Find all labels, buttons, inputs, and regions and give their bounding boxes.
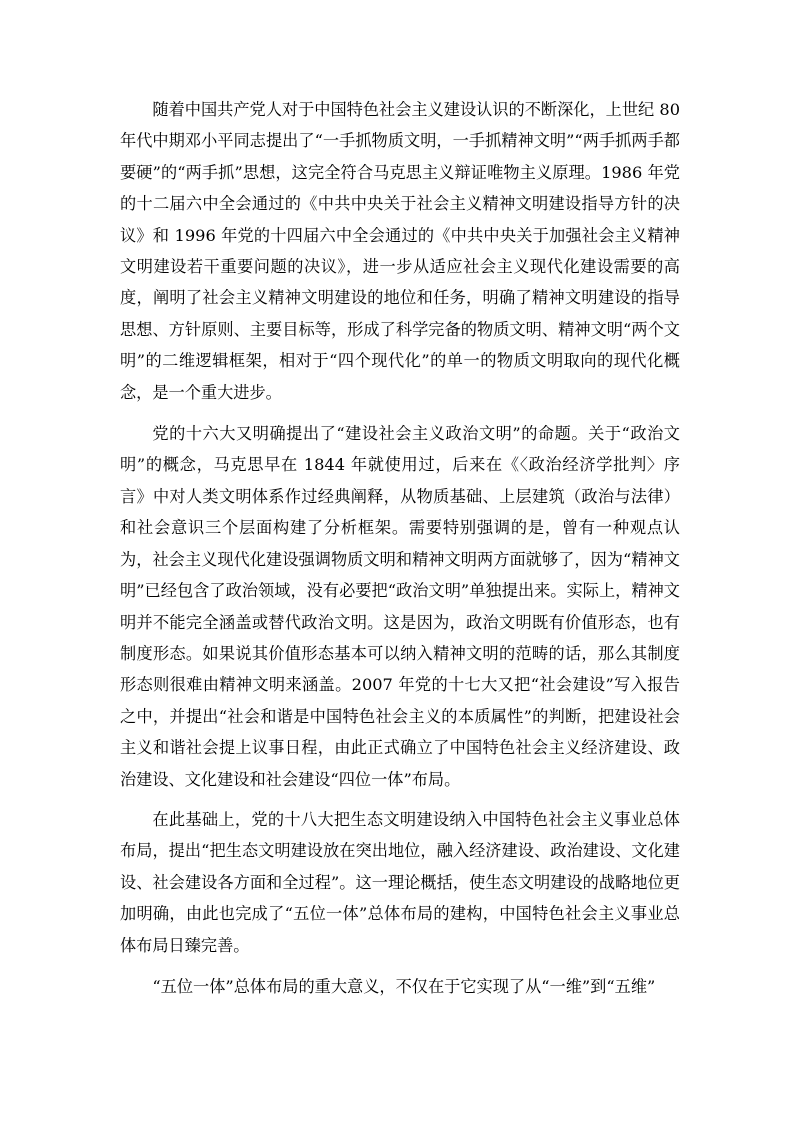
paragraph-two-civilizations: 随着中国共产党人对于中国特色社会主义建设认识的不断深化，上世纪 80 年代中期邓小平同志提出了“一手抓物质文明，一手抓精神文明”“两手抓两手都要硬”的“两手抓”思想，这完全符合马克思主义辩证唯物主义原理。1986 年党的十二届六中全会通过的《中共中央关于社会主义精神文明建设指导方针的决议》和 1996 年党的十四届六中全会通过的《中共中央关于加强社会主义精神文明建设若干重要问题的决议》，进一步从适应社会主义现代化建设需要的高度，阐明了社会主义精神文明建设的地位和任务，明确了精神文明建设的指导思想、方针原则、主要目标等，形成了科学完备的物质文明、精神文明“两个文明”的二维逻辑框架，相对于“四个现代化”的单一的物质文明取向的现代化概念，是一个重大进步。 <box>120 100 680 402</box>
paragraph-ecological-civilization: 在此基础上，党的十八大把生态文明建设纳入中国特色社会主义事业总体布局，提出“把生态文明建设放在突出地位，融入经济建设、政治建设、文化建设、社会建设各方面和全过程”。这一理论概括，使生态文明建设的战略地位更加明确，由此也完成了“五位一体”总体布局的建构，中国特色社会主义事业总体布局日臻完善。 <box>120 809 680 955</box>
paragraph-five-in-one-significance: “五位一体”总体布局的重大意义，不仅在于它实现了从“一维”到“五维” <box>152 976 656 996</box>
paragraph-political-civilization: 党的十六大又明确提出了“建设社会主义政治文明”的命题。关于“政治文明”的概念，马克思早在 1844 年就使用过，后来在《〈政治经济学批判〉序言》中对人类文明体系作过经典阐释，从物质基础、上层建筑（政治与法律）和社会意识三个层面构建了分析框架。需要特别强调的是，曾有一种观点认为，社会主义现代化建设强调物质文明和精神文明两方面就够了，因为“精神文明”已经包含了政治领域，没有必要把“政治文明”单独提出来。实际上，精神文明并不能完全涵盖或替代政治文明。这是因为，政治文明既有价值形态，也有制度形态。如果说其价值形态基本可以纳入精神文明的范畴的话，那么其制度形态则很难由精神文明来涵盖。2007 年党的十七大又把“社会建设”写入报告之中，并提出“社会和谐是中国特色社会主义的本质属性”的判断，把建设社会主义和谐社会提上议事日程，由此正式确立了中国特色社会主义经济建设、政治建设、文化建设和社会建设“四位一体”布局。 <box>120 424 680 789</box>
document-page <box>120 94 680 1012</box>
